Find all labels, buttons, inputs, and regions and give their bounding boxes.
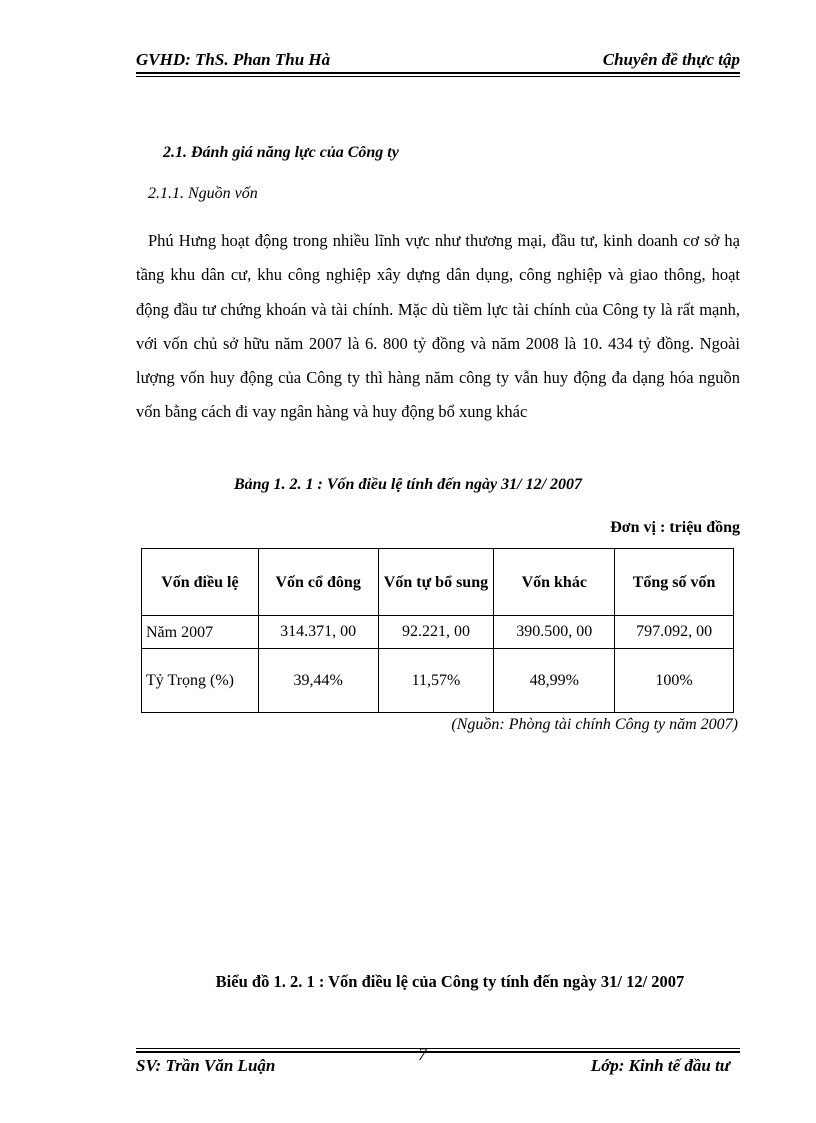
footer-rule-thin <box>136 1048 740 1049</box>
table-cell: 390.500, 00 <box>494 616 615 649</box>
table-cell: 11,57% <box>378 649 494 713</box>
section-title: 2.1. Đánh giá năng lực của Công ty <box>163 144 399 161</box>
column-header: Vốn điều lệ <box>142 549 259 616</box>
footer-class: Lớp: Kinh tế đầu tư <box>590 1056 730 1075</box>
table-cell: 92.221, 00 <box>378 616 494 649</box>
chart-caption: Biểu đồ 1. 2. 1 : Vốn điều lệ của Công ty tính đến ngày 31/ 12/ 2007 <box>215 972 685 991</box>
body-paragraph: Phú Hưng hoạt động trong nhiều lĩnh vực như thương mại, đầu tư, kinh doanh cơ sở hạ tầng khu dân cư, khu công nghiệp xây dựng dân dụng, công nghiệp và giao thông, hoạt động đầu tư chứng khoán và tài chính. Mặc dù tiềm lực tài chính của Công ty là rất mạnh, với vốn chủ sở hữu năm 2007 là 6. 800 tỷ đồng và năm 2008 là 10. 434 tỷ đồng. Ngoài lượng vốn huy động của Công ty thì hàng năm công ty vẫn huy động đa dạng hóa nguồn vốn bằng cách đi vay ngân hàng và huy động bổ xung khác <box>136 231 740 422</box>
page-header <box>136 50 740 70</box>
table-cell: Năm 2007 <box>142 616 259 649</box>
table-cell: 100% <box>615 649 734 713</box>
table-header-row <box>142 549 734 616</box>
header-supervisor: GVHD: ThS. Phan Thu Hà <box>136 50 331 69</box>
subsection-title: 2.1.1. Nguồn vốn <box>148 185 258 202</box>
table-source: (Nguồn: Phòng tài chính Công ty năm 2007) <box>451 716 738 733</box>
table-cell: Tỷ Trọng (%) <box>142 649 259 713</box>
column-header: Vốn cổ đông <box>258 549 378 616</box>
header-rule-thin <box>136 76 740 77</box>
table-cell: 39,44% <box>258 649 378 713</box>
capital-table <box>141 548 734 713</box>
table-cell: 314.371, 00 <box>258 616 378 649</box>
header-rule <box>136 72 740 74</box>
page-number: 7 <box>418 1044 427 1064</box>
column-header: Vốn tự bổ sung <box>378 549 494 616</box>
table-row <box>142 616 734 649</box>
column-header: Vốn khác <box>494 549 615 616</box>
column-header: Tổng số vốn <box>615 549 734 616</box>
table-cell: 48,99% <box>494 649 615 713</box>
footer-rule <box>136 1051 740 1053</box>
table-unit: Đơn vị : triệu đồng <box>610 519 740 536</box>
page-footer <box>136 1044 740 1078</box>
header-report-type: Chuyên đề thực tập <box>602 50 740 69</box>
table-row <box>142 649 734 713</box>
footer-student: SV: Trần Văn Luận <box>136 1056 276 1075</box>
table-cell: 797.092, 00 <box>615 616 734 649</box>
table-caption: Bảng 1. 2. 1 : Vốn điều lệ tính đến ngày 31/ 12/ 2007 <box>233 476 583 493</box>
